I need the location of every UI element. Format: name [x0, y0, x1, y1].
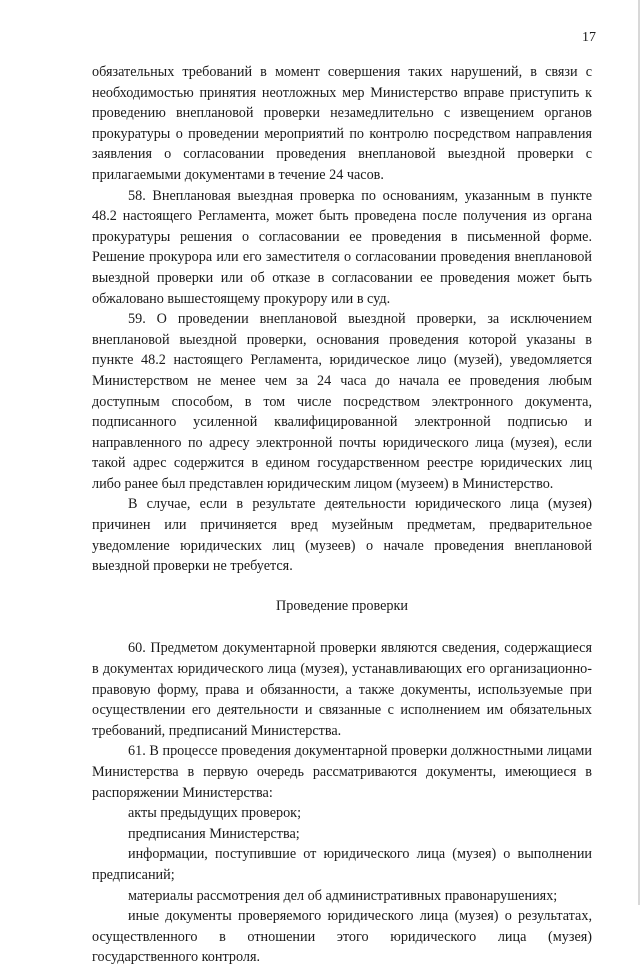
list-item: акты предыдущих проверок; [128, 805, 302, 822]
section-heading: Проведение проверки [276, 597, 408, 614]
paragraph-58: 58. Внеплановая выездная проверка по основаниям, указанным в пункте 48.2 настоящего Регламента, может быть проведена после получения из органа прокуратуры решения о согласовании ее проведения в письменной форме. Решение прокурора или его заместителя о согласовании проведения внеплановой выездной проверки или об отказе в согласовании ее проведения может быть обжаловано вышестоящему прокурору или в суд. [92, 187, 592, 307]
paragraph-60: 60. Предметом документарной проверки являются сведения, содержащиеся в документах юридического лица (музея), устанавливающих его организационно-правовую форму, права и обязанности, а также документы, используемые при осуществлении его деятельности и связанные с исполнением им обязательных требований, предписаний Министерства. [92, 640, 592, 739]
list-item: предписания Министерства; [128, 825, 300, 842]
paragraph-59-exception: В случае, если в результате деятельности юридического лица (музея) причинен или причиняется вред музейным предметам, предварительное уведомление юридических лиц (музеев) о начале проведения внеплановой выездной проверки не требуется. [92, 496, 592, 575]
paragraph-61: 61. В процессе проведения документарной проверки должностными лицами Министерства в первую очередь рассматриваются документы, имеющиеся в распоряжении Министерства: [92, 743, 592, 801]
page-number: 17 [582, 30, 596, 45]
paragraph-59: 59. О проведении внеплановой выездной проверки, за исключением внеплановой выездной проверки, основания проведения которой указаны в пункте 48.2 настоящего Регламента, юридическое лицо (музей), уведомляется Министерством не менее чем за 24 часа до начала ее проведения любым доступным способом, в том числе посредством электронного документа, подписанного усиленной квалифицированной электронной подписью и направленного по адресу электронной почты юридического лица (музея), если такой адрес содержится в едином государственном реестре юридических лиц либо ранее был представлен юридическим лицом (музеем) в Министерство. [92, 311, 592, 492]
list-item: материалы рассмотрения дел об административных правонарушениях; [128, 887, 558, 904]
list-item: иные документы проверяемого юридического лица (музея) о результатах, осуществленного в отношении этого юридического лица (музея) государственного контроля. [92, 908, 592, 966]
document-body [92, 62, 592, 968]
paragraph-continuation: обязательных требований в момент совершения таких нарушений, в связи с необходимостью принятия неотложных мер Министерство вправе приступить к проведению внеплановой проверки незамедлительно с извещением органов прокуратуры о проведении мероприятий по контролю посредством направления заявления о согласовании проведения внеплановой выездной проверки с прилагаемыми документами в течение 24 часов. [92, 64, 592, 183]
list-item: информации, поступившие от юридического лица (музея) о выполнении предписаний; [92, 846, 592, 883]
